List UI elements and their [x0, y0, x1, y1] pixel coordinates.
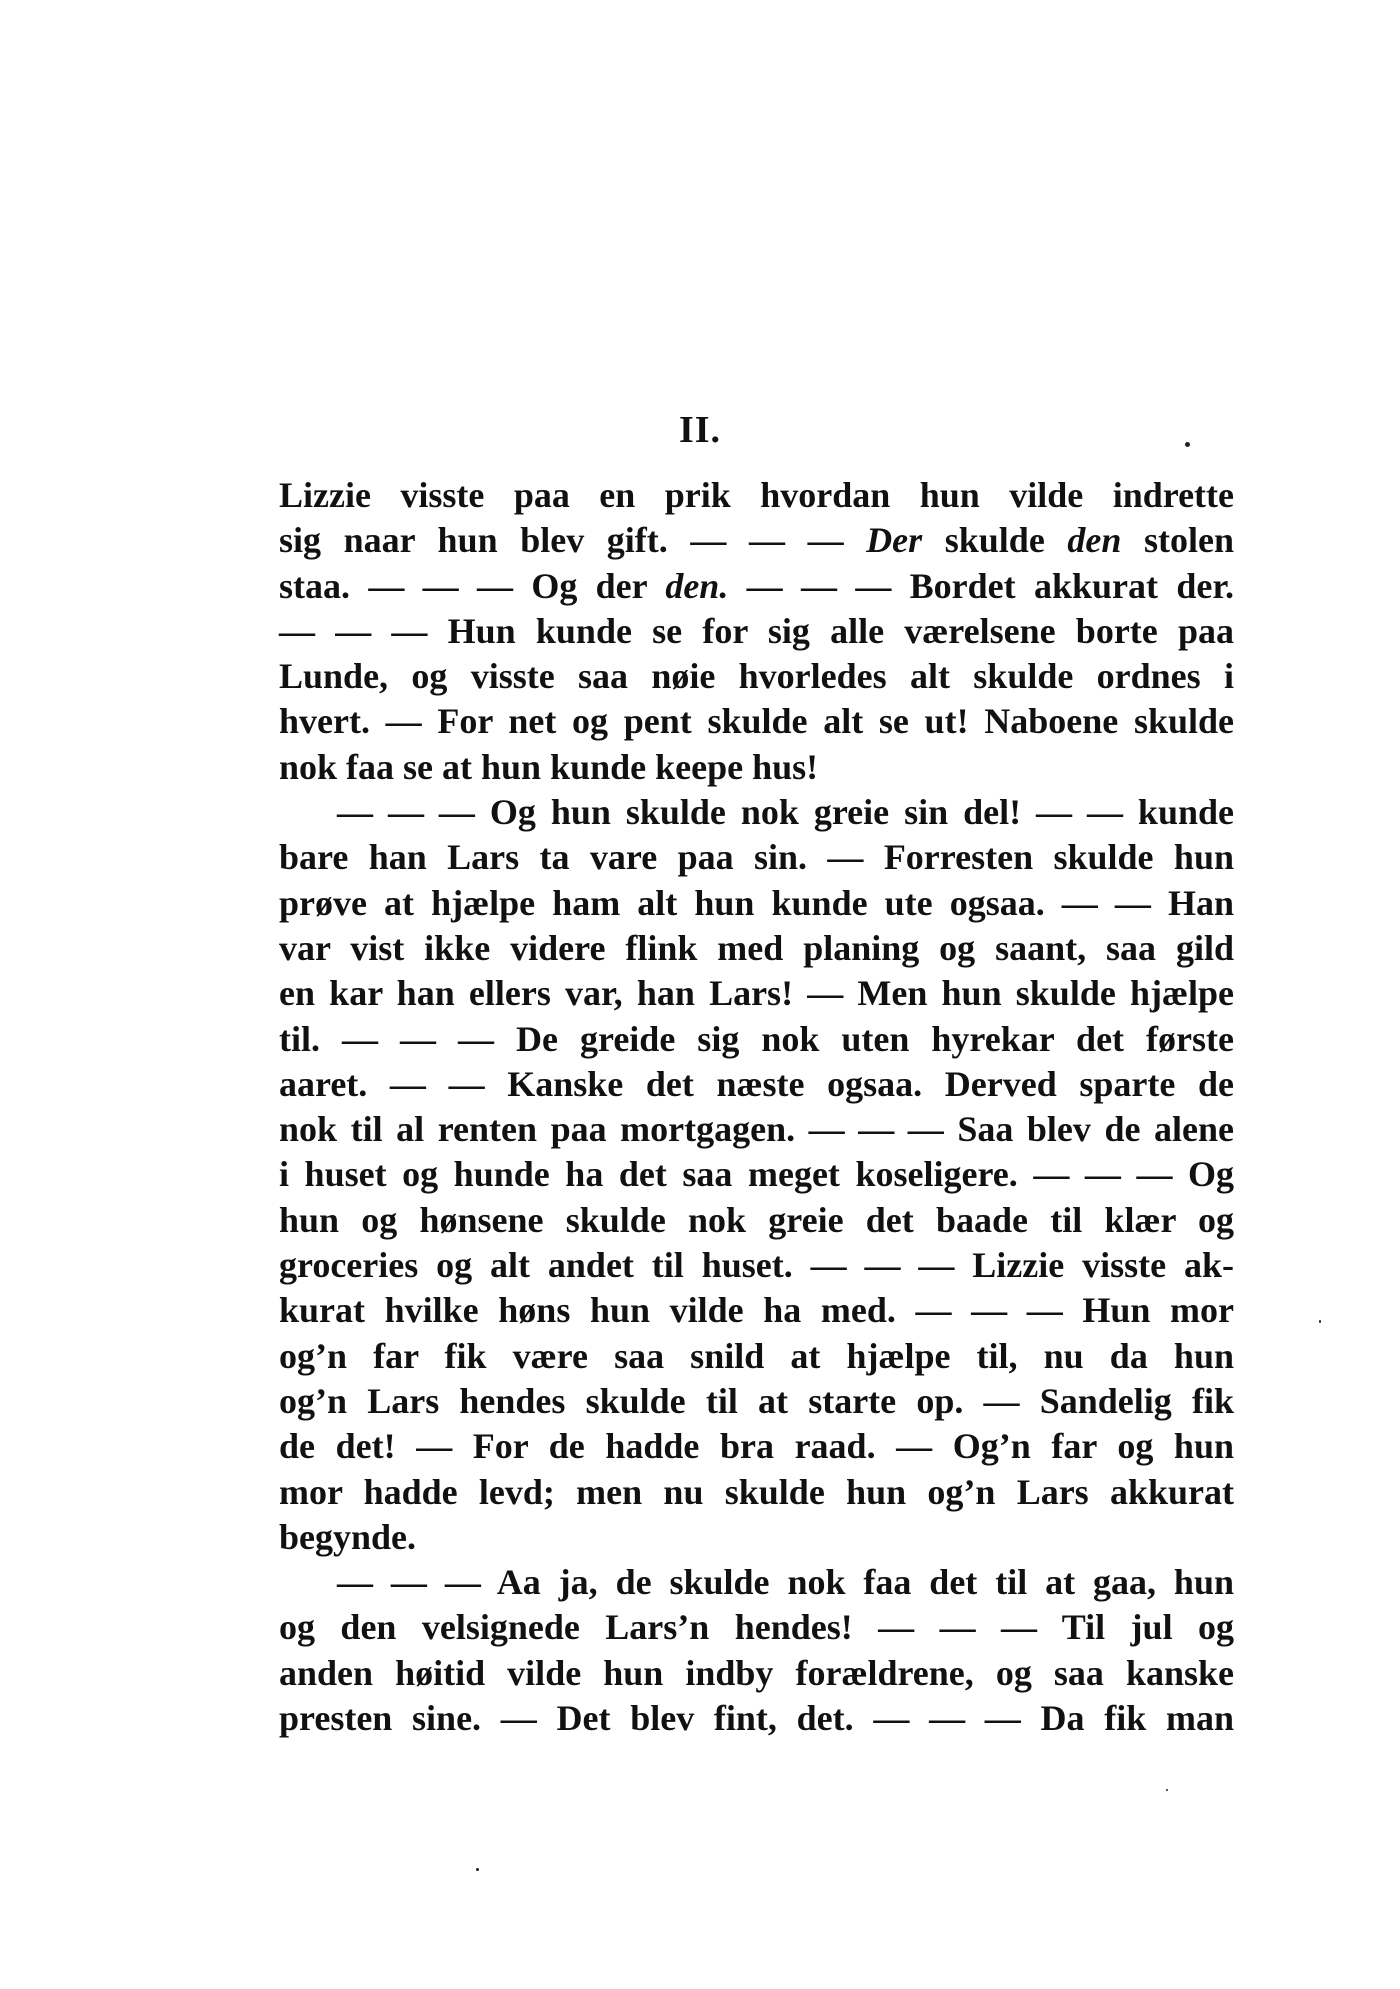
text-line: Lizzie visste paa en prik hvordan hun vilde indrette [279, 475, 1234, 515]
text-line: — — — Aa ja, de skulde nok faa det til at gaa, hun [337, 1562, 1234, 1603]
text-line: prøve at hjælpe ham alt hun kunde ute ogsaa. — — Han [279, 882, 1234, 923]
text-line: nok faa se at hun kunde keepe hus! [279, 746, 819, 787]
text-line: Lunde, og visste saa nøie hvorledes alt skulde ordnes i [279, 656, 1234, 697]
text-line: staa. — — — Og der den. — — — Bordet akkurat der. [279, 565, 1235, 606]
paragraph [279, 1560, 1234, 1741]
text-line: en kar han ellers var, han Lars! — Men hun skulde hjælpe [279, 973, 1234, 1014]
ink-speck [1319, 1320, 1321, 1323]
text-line: presten sine. — Det blev fint, det. — — — Da fik man [279, 1698, 1234, 1739]
emphasis: den [1067, 520, 1122, 561]
text-line: groceries og alt andet til huset. — — — Lizzie visste ak- [279, 1245, 1234, 1286]
text-line: de det! — For de hadde bra raad. — Og’n far og hun [279, 1426, 1234, 1467]
text-line: aaret. — — Kanske det næste ogsaa. Derved sparte de [279, 1063, 1234, 1104]
body-text [279, 473, 1234, 1741]
emphasis: Der [866, 520, 923, 561]
text-line: mor hadde levd; men nu skulde hun og’n Lars akkurat [279, 1471, 1234, 1512]
paragraph [279, 473, 1234, 790]
text-line: sig naar hun blev gift. — — — Der skulde den stolen [279, 520, 1234, 561]
ink-speck [476, 1868, 479, 1871]
chapter-heading: II. [678, 409, 722, 451]
text-line: og’n Lars hendes skulde til at starte op. — Sandelig fik [279, 1380, 1234, 1421]
text-line: begynde. [279, 1516, 417, 1557]
text-line: og den velsignede Lars’n hendes! — — — Til jul og [279, 1607, 1234, 1648]
text-line: hvert. — For net og pent skulde alt se ut! Naboene skulde [279, 701, 1234, 742]
text-line: var vist ikke videre flink med planing og saant, saa gild [279, 927, 1234, 968]
paragraph [279, 790, 1234, 1560]
text-line: til. — — — De greide sig nok uten hyrekar det første [279, 1018, 1234, 1059]
text-line: anden høitid vilde hun indby forældrene, og saa kanske [279, 1652, 1234, 1693]
text-line: bare han Lars ta vare paa sin. — Forresten skulde hun [279, 837, 1234, 878]
ink-speck [1185, 442, 1190, 447]
text-line: — — — Og hun skulde nok greie sin del! — — kunde [337, 792, 1234, 833]
text-line: i huset og hunde ha det saa meget koseligere. — — — Og [279, 1154, 1234, 1195]
text-line: hun og hønsene skulde nok greie det baade til klær og [279, 1199, 1234, 1240]
text-line: kurat hvilke høns hun vilde ha med. — — — Hun mor [279, 1290, 1234, 1331]
emphasis: den. [665, 565, 729, 606]
text-line: nok til al renten paa mortgagen. — — — Saa blev de alene [279, 1109, 1234, 1150]
text-line: — — — Hun kunde se for sig alle værelsene borte paa [279, 610, 1234, 651]
ink-speck [1166, 1789, 1168, 1791]
text-line: og’n far fik være saa snild at hjælpe til, nu da hun [279, 1335, 1234, 1376]
